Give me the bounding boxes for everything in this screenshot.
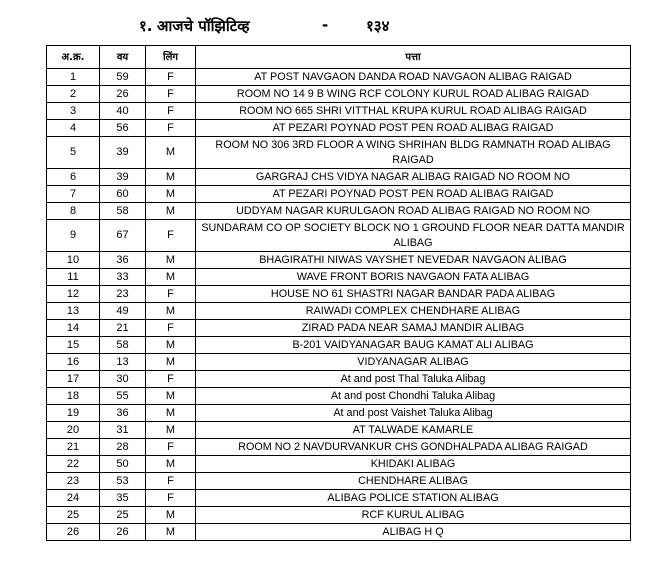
table-row: [47, 120, 631, 137]
address-cell: ROOM NO 14 9 B WING RCF COLONY KURUL ROAD ALIBAG RAIGAD: [196, 86, 631, 103]
gender-cell: F: [146, 371, 196, 388]
table-header-row: [47, 46, 631, 69]
serial-cell: 7: [47, 186, 100, 203]
address-cell: ALIBAG POLICE STATION ALIBAG: [196, 490, 631, 507]
address-cell: RCF KURUL ALIBAG: [196, 507, 631, 524]
gender-cell: F: [146, 439, 196, 456]
serial-cell: 21: [47, 439, 100, 456]
gender-cell: F: [146, 473, 196, 490]
table-row: [47, 456, 631, 473]
serial-cell: 9: [47, 220, 100, 252]
age-cell: 50: [100, 456, 146, 473]
header-gender: लिंग: [146, 46, 196, 69]
address-cell: AT POST NAVGAON DANDA ROAD NAVGAON ALIBAG RAIGAD: [196, 69, 631, 86]
gender-cell: M: [146, 337, 196, 354]
address-cell: GARGRAJ CHS VIDYA NAGAR ALIBAG RAIGAD NO ROOM NO: [196, 169, 631, 186]
serial-cell: 25: [47, 507, 100, 524]
gender-cell: F: [146, 103, 196, 120]
age-cell: 40: [100, 103, 146, 120]
age-cell: 35: [100, 490, 146, 507]
table-row: [47, 405, 631, 422]
table-row: [47, 371, 631, 388]
age-cell: 36: [100, 252, 146, 269]
serial-cell: 11: [47, 269, 100, 286]
age-cell: 25: [100, 507, 146, 524]
address-cell: SUNDARAM CO OP SOCIETY BLOCK NO 1 GROUND FLOOR NEAR DATTA MANDIR ALIBAG: [196, 220, 631, 252]
table-row: [47, 337, 631, 354]
gender-cell: M: [146, 456, 196, 473]
address-cell: VIDYANAGAR ALIBAG: [196, 354, 631, 371]
gender-cell: M: [146, 169, 196, 186]
table-row: [47, 439, 631, 456]
serial-cell: 10: [47, 252, 100, 269]
header-age: वय: [100, 46, 146, 69]
table-row: [47, 490, 631, 507]
address-cell: UDDYAM NAGAR KURULGAON ROAD ALIBAG RAIGAD NO ROOM NO: [196, 203, 631, 220]
table-row: [47, 269, 631, 286]
address-cell: BHAGIRATHI NIWAS VAYSHET NEVEDAR NAVGAON ALIBAG: [196, 252, 631, 269]
address-cell: AT PEZARI POYNAD POST PEN ROAD ALIBAG RAIGAD: [196, 186, 631, 203]
gender-cell: M: [146, 388, 196, 405]
address-cell: ALIBAG H Q: [196, 524, 631, 541]
table-row: [47, 103, 631, 120]
serial-cell: 14: [47, 320, 100, 337]
table-row: [47, 69, 631, 86]
address-cell: AT TALWADE KAMARLE: [196, 422, 631, 439]
address-cell: At and post Vaishet Taluka Alibag: [196, 405, 631, 422]
gender-cell: M: [146, 422, 196, 439]
gender-cell: F: [146, 320, 196, 337]
age-cell: 31: [100, 422, 146, 439]
gender-cell: M: [146, 354, 196, 371]
header-address: पत्ता: [196, 46, 631, 69]
table-row: [47, 252, 631, 269]
age-cell: 53: [100, 473, 146, 490]
serial-cell: 16: [47, 354, 100, 371]
age-cell: 21: [100, 320, 146, 337]
table-row: [47, 186, 631, 203]
age-cell: 33: [100, 269, 146, 286]
table-row: [47, 86, 631, 103]
address-cell: ROOM NO 306 3RD FLOOR A WING SHRIHAN BLDG RAMNATH ROAD ALIBAG RAIGAD: [196, 137, 631, 169]
age-cell: 26: [100, 86, 146, 103]
gender-cell: M: [146, 507, 196, 524]
table-row: [47, 354, 631, 371]
table-row: [47, 220, 631, 252]
age-cell: 39: [100, 169, 146, 186]
age-cell: 59: [100, 69, 146, 86]
gender-cell: F: [146, 220, 196, 252]
table-row: [47, 507, 631, 524]
table-row: [47, 286, 631, 303]
serial-cell: 19: [47, 405, 100, 422]
patients-table: [46, 45, 631, 541]
address-cell: B-201 VAIDYANAGAR BAUG KAMAT ALI ALIBAG: [196, 337, 631, 354]
heading-dash: -: [322, 16, 329, 34]
positive-count: १३४: [366, 17, 390, 35]
serial-cell: 15: [47, 337, 100, 354]
age-cell: 56: [100, 120, 146, 137]
serial-cell: 26: [47, 524, 100, 541]
serial-cell: 1: [47, 69, 100, 86]
table-row: [47, 524, 631, 541]
gender-cell: M: [146, 303, 196, 320]
address-cell: KHIDAKI ALIBAG: [196, 456, 631, 473]
document-heading: [0, 14, 650, 38]
age-cell: 30: [100, 371, 146, 388]
address-cell: AT PEZARI POYNAD POST PEN ROAD ALIBAG RAIGAD: [196, 120, 631, 137]
serial-cell: 13: [47, 303, 100, 320]
age-cell: 26: [100, 524, 146, 541]
table-row: [47, 388, 631, 405]
gender-cell: M: [146, 405, 196, 422]
serial-cell: 17: [47, 371, 100, 388]
address-cell: ZIRAD PADA NEAR SAMAJ MANDIR ALIBAG: [196, 320, 631, 337]
gender-cell: M: [146, 269, 196, 286]
age-cell: 60: [100, 186, 146, 203]
serial-cell: 2: [47, 86, 100, 103]
serial-cell: 3: [47, 103, 100, 120]
table-row: [47, 169, 631, 186]
age-cell: 13: [100, 354, 146, 371]
age-cell: 28: [100, 439, 146, 456]
age-cell: 58: [100, 203, 146, 220]
address-cell: RAIWADI COMPLEX CHENDHARE ALIBAG: [196, 303, 631, 320]
age-cell: 58: [100, 337, 146, 354]
table-row: [47, 137, 631, 169]
serial-cell: 6: [47, 169, 100, 186]
gender-cell: M: [146, 186, 196, 203]
address-cell: WAVE FRONT BORIS NAVGAON FATA ALIBAG: [196, 269, 631, 286]
heading-number: १.: [139, 17, 153, 35]
serial-cell: 8: [47, 203, 100, 220]
serial-cell: 20: [47, 422, 100, 439]
age-cell: 39: [100, 137, 146, 169]
gender-cell: F: [146, 86, 196, 103]
serial-cell: 12: [47, 286, 100, 303]
table-row: [47, 320, 631, 337]
gender-cell: M: [146, 203, 196, 220]
serial-cell: 4: [47, 120, 100, 137]
table-body: [47, 69, 631, 541]
gender-cell: M: [146, 137, 196, 169]
address-cell: At and post Chondhi Taluka Alibag: [196, 388, 631, 405]
gender-cell: M: [146, 524, 196, 541]
serial-cell: 23: [47, 473, 100, 490]
gender-cell: M: [146, 252, 196, 269]
serial-cell: 22: [47, 456, 100, 473]
serial-cell: 18: [47, 388, 100, 405]
address-cell: ROOM NO 665 SHRI VITTHAL KRUPA KURUL ROAD ALIBAG RAIGAD: [196, 103, 631, 120]
table-row: [47, 422, 631, 439]
gender-cell: F: [146, 69, 196, 86]
table-row: [47, 473, 631, 490]
age-cell: 49: [100, 303, 146, 320]
age-cell: 55: [100, 388, 146, 405]
table-row: [47, 303, 631, 320]
gender-cell: F: [146, 120, 196, 137]
address-cell: CHENDHARE ALIBAG: [196, 473, 631, 490]
gender-cell: F: [146, 490, 196, 507]
address-cell: ROOM NO 2 NAVDURVANKUR CHS GONDHALPADA ALIBAG RAIGAD: [196, 439, 631, 456]
age-cell: 67: [100, 220, 146, 252]
heading-text: आजचे पॉझिटिव्ह: [157, 17, 250, 35]
serial-cell: 5: [47, 137, 100, 169]
serial-cell: 24: [47, 490, 100, 507]
gender-cell: F: [146, 286, 196, 303]
age-cell: 36: [100, 405, 146, 422]
age-cell: 23: [100, 286, 146, 303]
address-cell: At and post Thal Taluka Alibag: [196, 371, 631, 388]
header-serial: अ.क्र.: [47, 46, 100, 69]
table-row: [47, 203, 631, 220]
address-cell: HOUSE NO 61 SHASTRI NAGAR BANDAR PADA ALIBAG: [196, 286, 631, 303]
